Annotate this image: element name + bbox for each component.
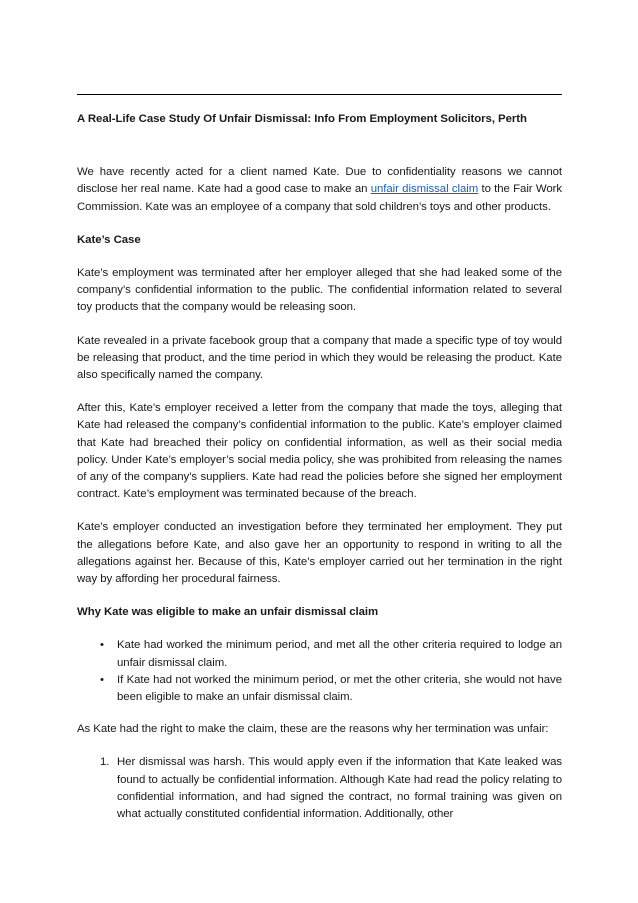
intro-paragraph [77, 164, 562, 216]
eligibility-list [77, 637, 562, 706]
reasons-list [77, 754, 562, 823]
section-heading-kates-case: Kate’s Case [77, 233, 141, 246]
unfair-dismissal-claim-link[interactable]: unfair dismissal claim [370, 183, 479, 196]
header-rule [77, 94, 562, 95]
paragraph-facebook: Kate revealed in a private facebook group that a company that made a specific type of toy would be releasing that product, and the time period in which they would be releasing the product. Kate also specifically named the company. [77, 334, 562, 382]
paragraph-termination: Kate’s employment was terminated after her employer alleged that she had leaked some of the company’s confidential information to the public. The confidential information related to several toy products that the company would be releasing soon. [77, 267, 562, 314]
list-item [100, 672, 562, 706]
document-body [77, 111, 562, 823]
intro-text-start: We have recently acted for a client named Kate. Due to confidentiality reasons we cannot disclose her real name. Kate had a good case to make an [77, 166, 562, 196]
list-item-text: Her dismissal was harsh. This would apply even if the information that Kate leaked was found to actually be confidential information. Although Kate had read the policy relating to confidential information, and had signed the contract, no formal training was given on what actually constituted confidential information. Additionally, other [117, 756, 562, 821]
list-item [100, 637, 562, 671]
bullet-icon: • [100, 673, 104, 686]
section-heading-eligibility: Why Kate was eligible to make an unfair dismissal claim [77, 606, 379, 619]
bullet-icon: • [100, 639, 104, 652]
paragraph-investigation: Kate’s employer conducted an investigation before they terminated her employment. They put the allegations before Kate, and also gave her an opportunity to respond in writing to all the allegations against her. Because of this, Kate’s employer carried out her termination in the right way by affording her procedural fairness. [77, 521, 562, 586]
paragraph-reasons-intro: As Kate had the right to make the claim, these are the reasons why her termination was unfair: [77, 723, 549, 736]
list-number: 1. [100, 756, 110, 769]
intro-text-end: to the Fair Work Commission. Kate was an employee of a company that sold children’s toys and other products. [77, 183, 562, 213]
document-title: A Real-Life Case Study Of Unfair Dismissal: Info From Employment Solicitors, Perth [77, 113, 527, 125]
list-item-text: If Kate had not worked the minimum period, or met the other criteria, she would not have been eligible to make an unfair dismissal claim. [117, 673, 562, 704]
paragraph-letter: After this, Kate’s employer received a letter from the company that made the toys, alleging that Kate had released the company’s confidential information to the public. Kate’s employer claimed that Kate had breached their policy on confidential information, as well as their social media policy. Under Kate’s employer’s social media policy, she was prohibited from releasing the names of any of the company’s suppliers. Kate had read the policies before she signed her employment contract. Kate’s employment was terminated because of the breach. [77, 402, 562, 501]
list-item [100, 754, 562, 823]
list-item-text: Kate had worked the minimum period, and met all the other criteria required to lodge an unfair dismissal claim. [117, 639, 562, 669]
